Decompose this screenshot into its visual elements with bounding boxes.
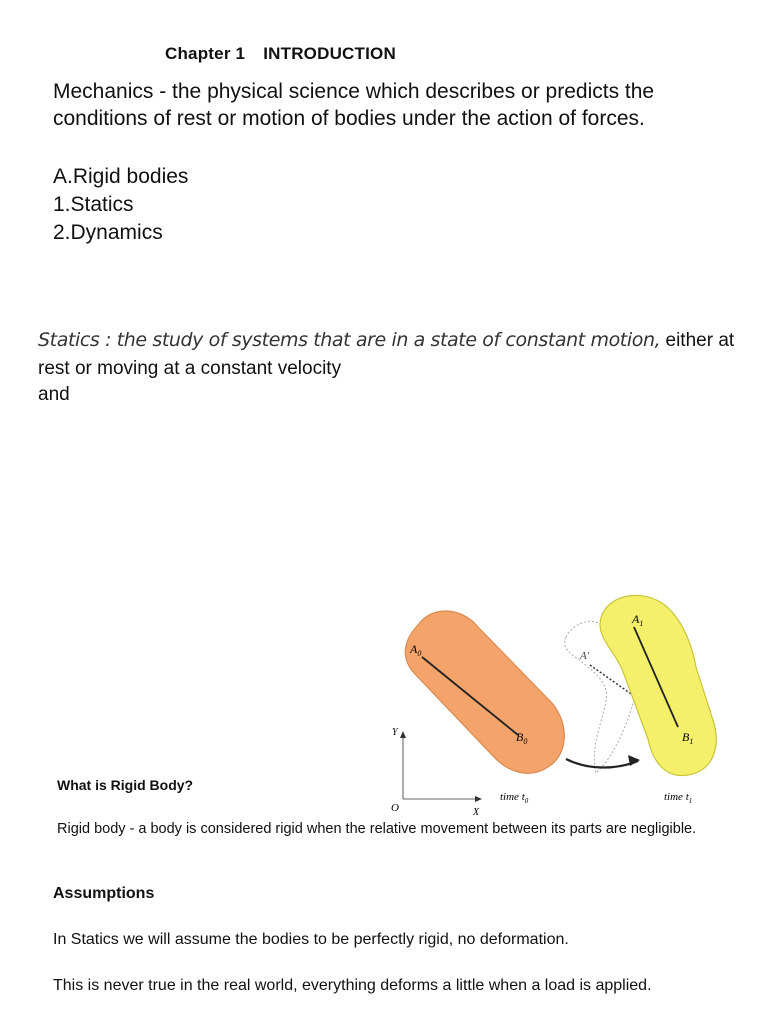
topic-outline [53, 163, 188, 247]
rigid-body-figure [370, 585, 740, 815]
body-t0-shape [405, 611, 564, 773]
body-t1-shape [600, 595, 716, 775]
x-axis-arrow [475, 796, 482, 802]
origin-label: O [391, 802, 399, 814]
assumptions-paragraph-2: This is never true in the real world, everything deforms a little when a load is applied. [53, 977, 652, 994]
rigid-body-t0 [405, 611, 564, 773]
y-axis-arrow [400, 731, 406, 738]
label-b0: $B_0$ [516, 730, 528, 746]
assumptions-paragraph-1: In Statics we will assume the bodies to be perfectly rigid, no deformation. [53, 931, 569, 948]
chapter-title: INTRODUCTION [263, 44, 396, 63]
statics-definition [38, 326, 763, 383]
time-t1-label: time $t_1$ [664, 791, 693, 805]
statics-and: and [38, 384, 70, 405]
label-a0: $A_0$ [410, 642, 422, 658]
statics-definition-rest: either at rest or moving at a constant velocity [38, 330, 735, 379]
statics-definition-italic: Statics : the study of systems that are in a state of constant motion, [38, 329, 661, 351]
axis-y-label: Y [392, 727, 398, 738]
chapter-number: Chapter 1 [165, 44, 246, 63]
outline-item-rigid-bodies: A.Rigid bodies [53, 165, 189, 188]
mechanics-definition: Mechanics - the physical science which describes or predicts the conditions of rest or motion of bodies under the action of forces. [53, 80, 655, 130]
assumptions-heading: Assumptions [53, 885, 155, 902]
label-b1: $B_1$ [682, 730, 694, 746]
outline-item-statics: 1.Statics [53, 193, 134, 216]
motion-arrow-head [628, 755, 640, 766]
rigid-body-question: What is Rigid Body? [57, 777, 194, 793]
rigid-body-t1 [600, 595, 716, 775]
outline-item-dynamics: 2.Dynamics [53, 221, 163, 244]
label-a-prime: A' [580, 650, 590, 662]
label-a1: $A_1$ [632, 612, 644, 628]
time-t0-label: time $t_0$ [500, 791, 529, 805]
chapter-heading [165, 44, 396, 64]
motion-arrow [566, 759, 638, 768]
axis-x-label: X [473, 807, 480, 815]
rigid-body-definition: Rigid body - a body is considered rigid when the relative movement between its parts are negligible. [57, 821, 697, 837]
